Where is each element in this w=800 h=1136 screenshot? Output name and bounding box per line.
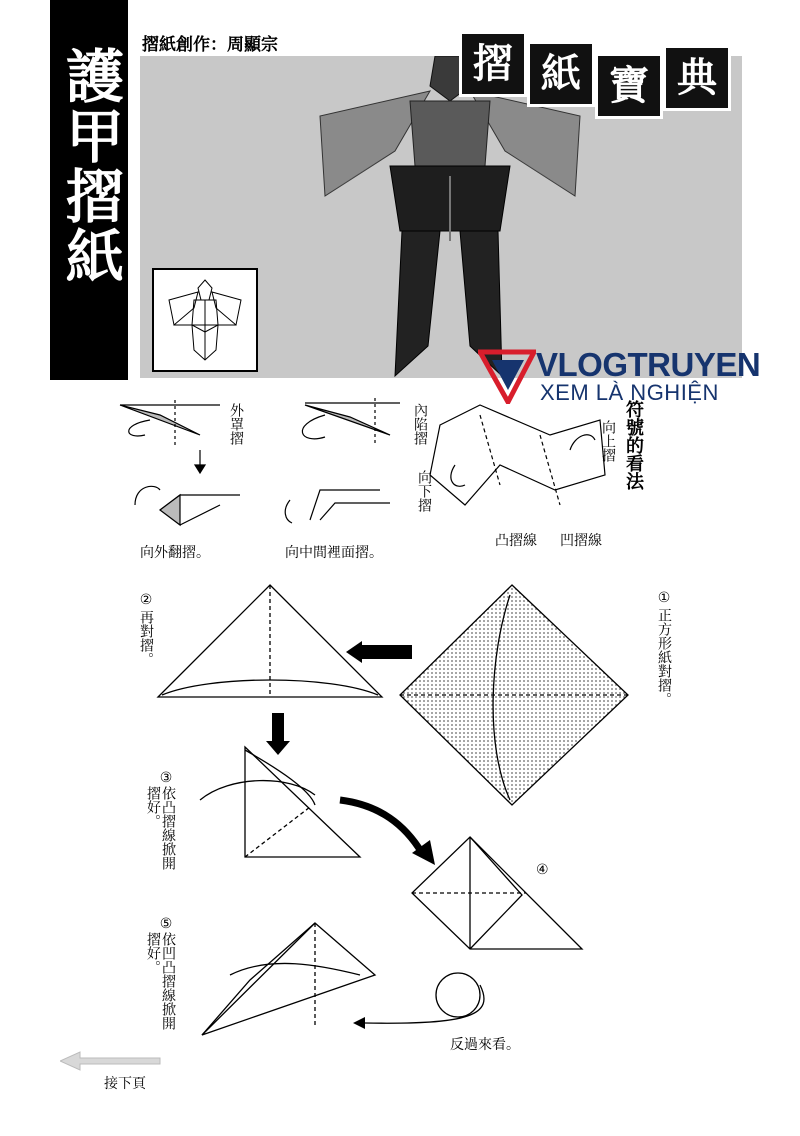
steps-diagrams <box>150 575 640 1045</box>
watermark-brand: VLOGTRUYEN <box>536 346 761 383</box>
turn-over-note: 反過來看。 <box>450 1037 520 1053</box>
seal-char-1: 摺 <box>462 34 524 94</box>
side-title: 護甲摺紙 <box>56 46 124 286</box>
seal-char-3: 寶 <box>598 56 660 116</box>
diagram-thumbnail <box>152 268 258 372</box>
label-outside-reverse: 向外翻摺。 <box>140 545 210 561</box>
legend-diagrams <box>100 395 620 545</box>
label-outside-cover: 外罩摺 <box>228 403 244 445</box>
step-4-num: ④ <box>536 862 549 878</box>
label-inside-reverse: 向中間裡面摺。 <box>285 545 383 561</box>
step-3-text: 依凸摺線掀開摺好。 <box>145 786 176 870</box>
seal-char-4: 典 <box>666 48 728 108</box>
next-page-label: 接下頁 <box>104 1076 146 1092</box>
step-1-text: 正方形紙對摺。 <box>656 608 672 706</box>
legend-title: 符號的看法 <box>623 400 644 490</box>
label-fold-up: 向上摺 <box>600 420 616 462</box>
label-inside-sink: 內陷摺 <box>412 403 428 445</box>
label-valley-line: 凹摺線 <box>560 533 602 549</box>
step-5-num: ⑤ <box>158 916 174 932</box>
credit-line: 摺紙創作：周顯宗 <box>142 35 278 55</box>
side-title-bar <box>50 0 128 380</box>
left-arrow-icon <box>60 1050 165 1072</box>
step-2-text: 再對摺。 <box>138 610 154 666</box>
step-3-num: ③ <box>158 770 174 786</box>
step-1-num: ① <box>656 590 672 606</box>
step-5-text: 依凹凸摺線掀開摺好。 <box>145 932 176 1030</box>
seal-char-2: 紙 <box>530 44 592 104</box>
watermark-slogan: XEM LÀ NGHIỆN <box>540 380 719 405</box>
label-fold-down: 向下摺 <box>416 470 432 512</box>
step-2-num: ② <box>138 592 154 608</box>
seal-title <box>462 34 732 114</box>
label-mountain-line: 凸摺線 <box>495 533 537 549</box>
